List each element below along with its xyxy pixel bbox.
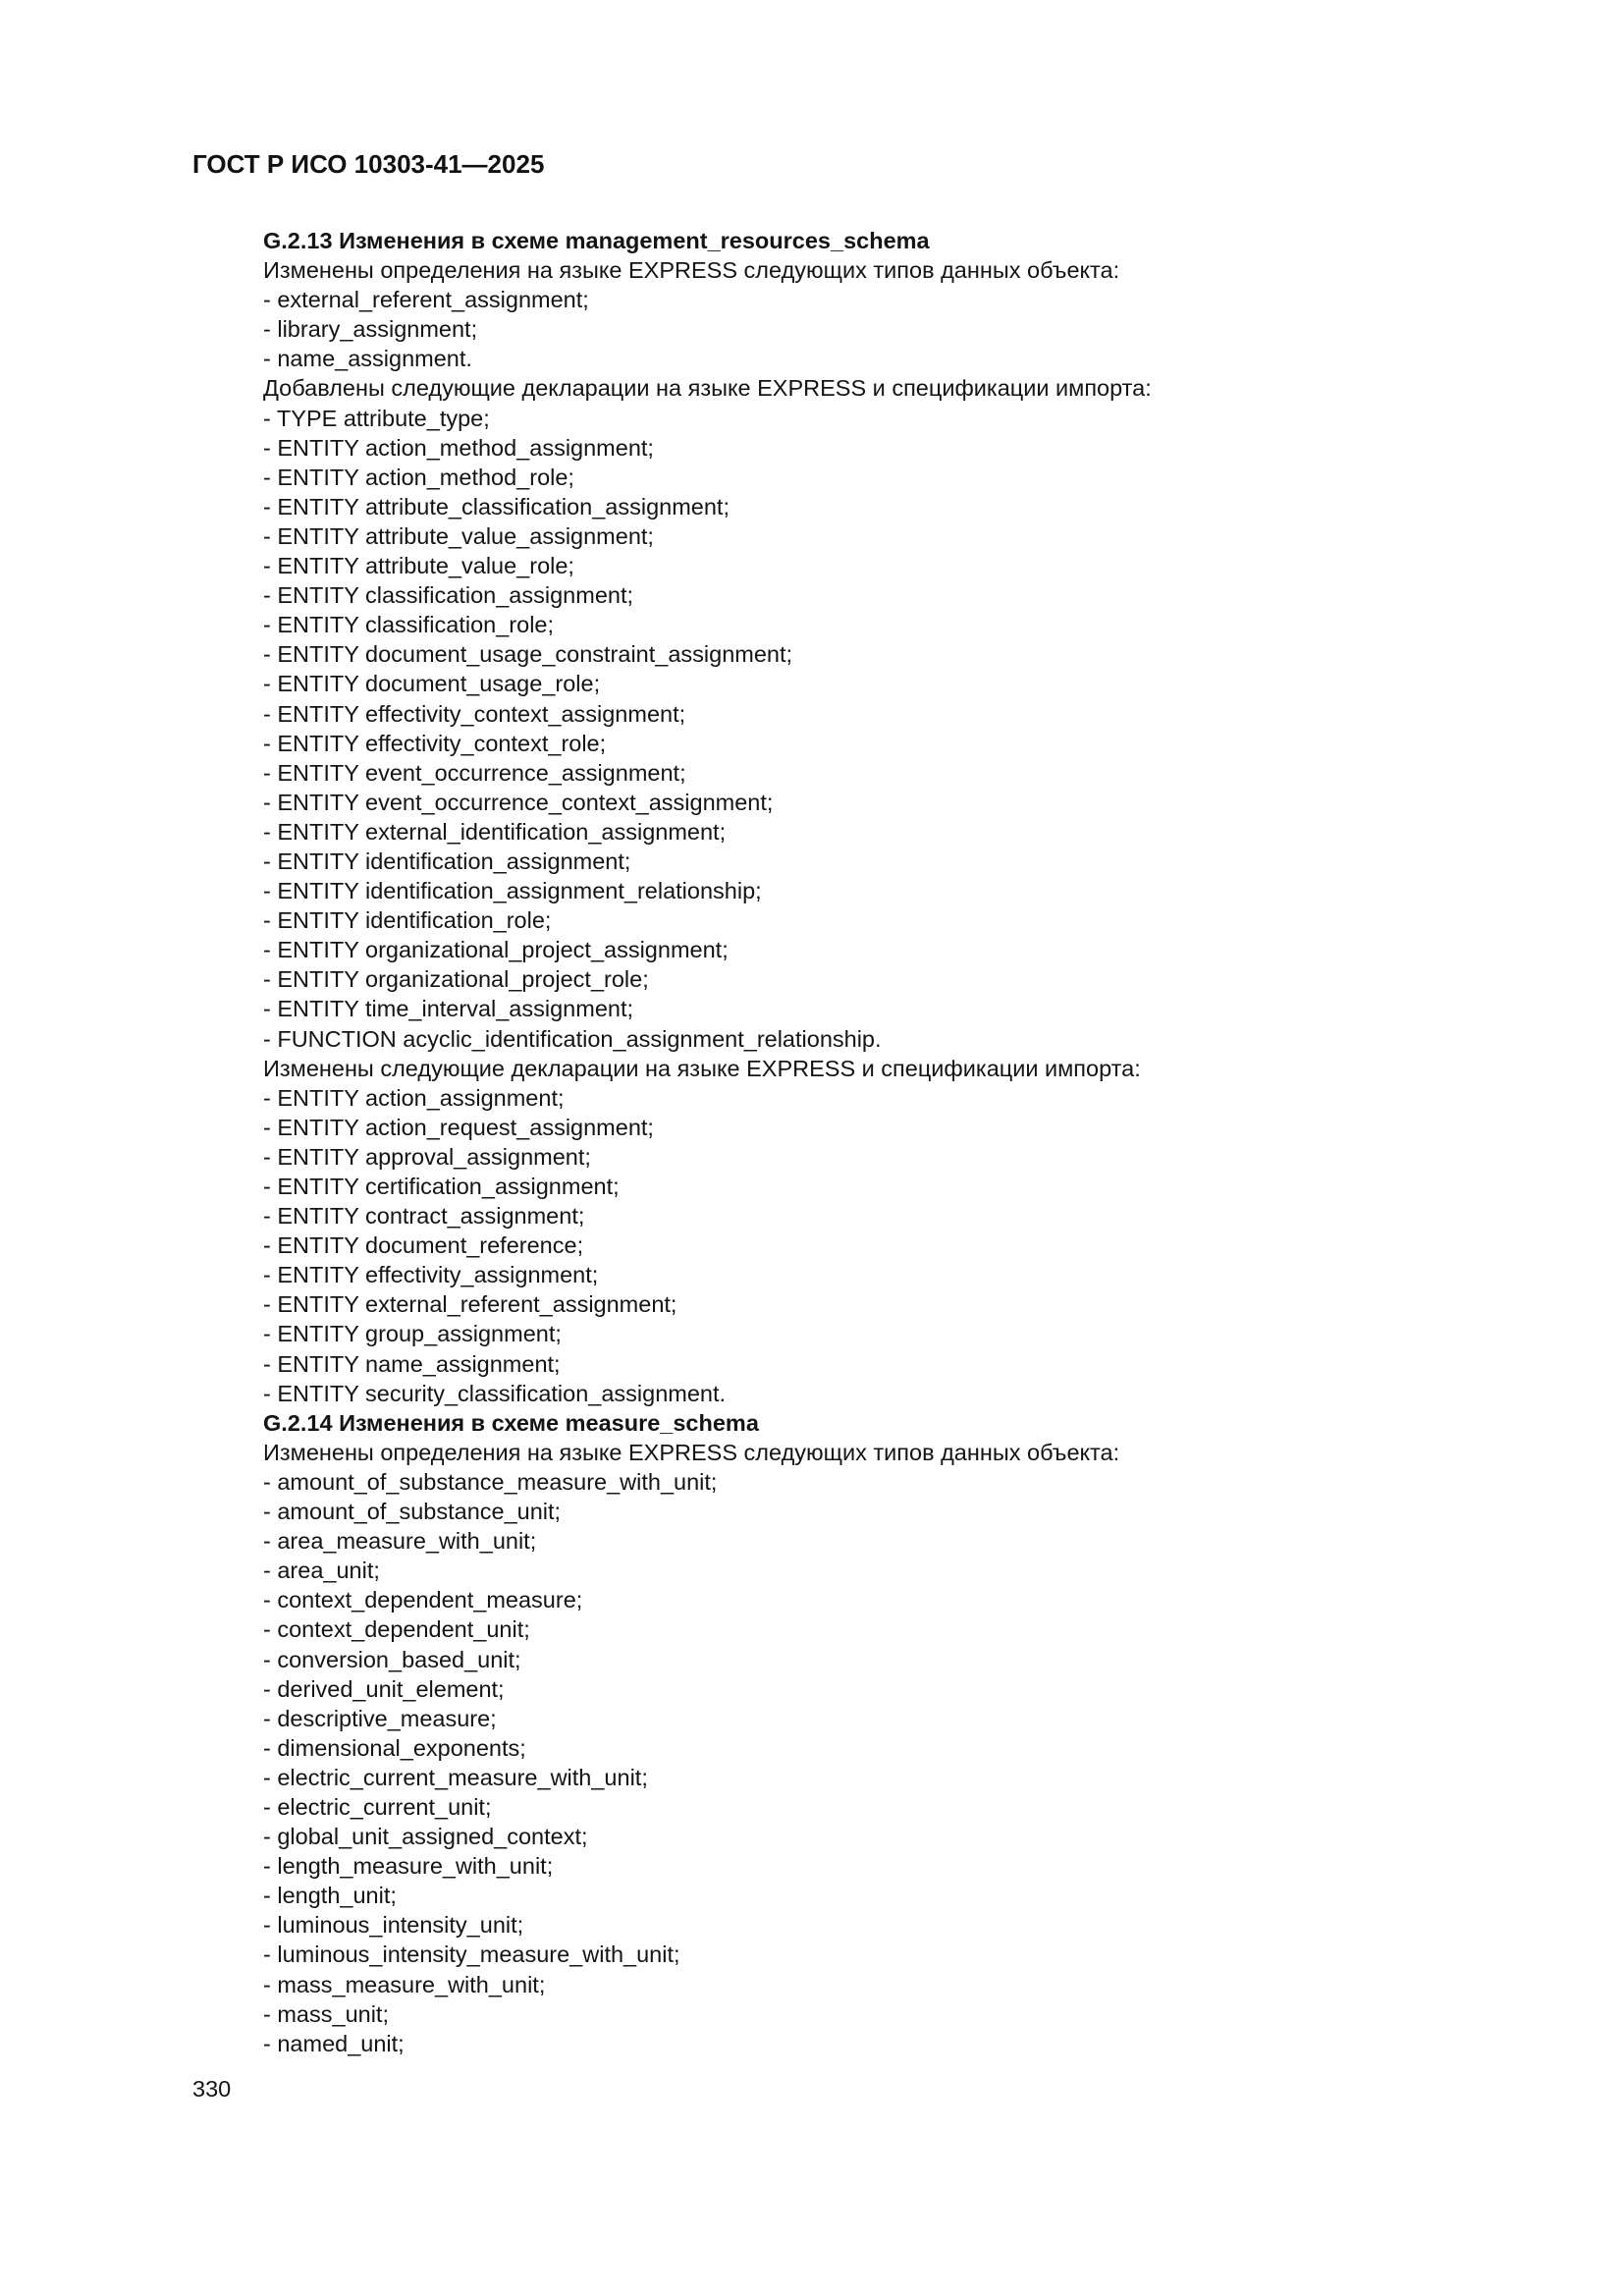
text-line: - ENTITY time_interval_assignment; <box>263 996 634 1022</box>
text-line: - context_dependent_measure; <box>263 1587 583 1613</box>
text-line: - ENTITY contract_assignment; <box>263 1203 585 1230</box>
text-line: - ENTITY attribute_value_assignment; <box>263 522 654 549</box>
document-body <box>263 226 1540 2058</box>
text-line: - area_measure_with_unit; <box>263 1528 537 1555</box>
text-line: - ENTITY effectivity_context_role; <box>263 730 607 756</box>
text-line: - ENTITY action_method_assignment; <box>263 434 654 461</box>
text-line: - conversion_based_unit; <box>263 1646 521 1672</box>
document-header-title: ГОСТ Р ИСО 10303-41—2025 <box>192 149 545 179</box>
text-line: - electric_current_unit; <box>263 1793 492 1820</box>
text-line: - external_referent_assignment; <box>263 287 589 313</box>
text-line: - library_assignment; <box>263 316 478 343</box>
text-line: - global_unit_assigned_context; <box>263 1824 588 1850</box>
text-line: - ENTITY identification_role; <box>263 907 552 934</box>
text-line: - named_unit; <box>263 2030 405 2056</box>
text-line: - ENTITY attribute_value_role; <box>263 553 574 579</box>
text-line: - ENTITY organizational_project_role; <box>263 966 649 993</box>
text-line: - amount_of_substance_unit; <box>263 1499 562 1525</box>
text-line: - ENTITY identification_assignment_relationship; <box>263 878 762 904</box>
text-line: - mass_measure_with_unit; <box>263 1971 546 1997</box>
text-line: - ENTITY effectivity_assignment; <box>263 1262 599 1288</box>
text-line: - ENTITY document_usage_constraint_assignment; <box>263 641 793 668</box>
text-line: - ENTITY approval_assignment; <box>263 1143 591 1170</box>
text-line: - length_unit; <box>263 1883 397 1909</box>
text-line: Добавлены следующие декларации на языке EXPRESS и спецификации импорта: <box>263 375 1152 402</box>
section-heading: G.2.13 Изменения в схеме management_resources_schema <box>263 228 930 253</box>
text-line: - electric_current_measure_with_unit; <box>263 1764 648 1790</box>
text-line: - luminous_intensity_measure_with_unit; <box>263 1941 680 1968</box>
text-line: - mass_unit; <box>263 2000 389 2027</box>
text-line: - length_measure_with_unit; <box>263 1853 554 1880</box>
text-line: - ENTITY effectivity_context_assignment; <box>263 700 686 727</box>
text-line: - ENTITY security_classification_assignment. <box>263 1380 727 1406</box>
section-heading: G.2.14 Изменения в схеме measure_schema <box>263 1409 759 1436</box>
text-line: - ENTITY certification_assignment; <box>263 1174 620 1199</box>
text-line: - ENTITY event_occurrence_assignment; <box>263 759 686 786</box>
text-line: Изменены определения на языке EXPRESS следующих типов данных объекта: <box>263 1439 1120 1465</box>
text-line: - luminous_intensity_unit; <box>263 1912 524 1939</box>
page-number: 330 <box>192 2076 232 2102</box>
text-line: - ENTITY external_referent_assignment; <box>263 1291 677 1318</box>
text-line: - ENTITY name_assignment; <box>263 1350 561 1377</box>
text-line: - ENTITY group_assignment; <box>263 1321 562 1347</box>
text-line: - area_unit; <box>263 1558 380 1584</box>
text-line: - dimensional_exponents; <box>263 1734 526 1761</box>
text-line: - amount_of_substance_measure_with_unit; <box>263 1468 718 1495</box>
text-line: - ENTITY organizational_project_assignment; <box>263 937 729 963</box>
text-line: - ENTITY classification_role; <box>263 612 555 638</box>
text-line: - TYPE attribute_type; <box>263 405 490 431</box>
text-line: - derived_unit_element; <box>263 1675 505 1702</box>
text-line: - ENTITY action_request_assignment; <box>263 1114 654 1140</box>
text-line: - FUNCTION acyclic_identification_assignment_relationship. <box>263 1025 882 1052</box>
text-line: - ENTITY identification_assignment; <box>263 847 631 874</box>
text-line: - name_assignment. <box>263 346 472 372</box>
text-line: - ENTITY document_usage_role; <box>263 671 601 697</box>
text-line: - ENTITY attribute_classification_assignment; <box>263 493 730 519</box>
text-line: - context_dependent_unit; <box>263 1616 530 1643</box>
text-line: - ENTITY document_reference; <box>263 1232 584 1259</box>
text-line: Изменены следующие декларации на языке EXPRESS и спецификации импорта: <box>263 1055 1141 1081</box>
text-line: - ENTITY action_method_role; <box>263 464 574 490</box>
text-line: - ENTITY external_identification_assignment; <box>263 818 727 845</box>
text-line: - ENTITY action_assignment; <box>263 1084 565 1111</box>
text-line: - ENTITY event_occurrence_context_assignment; <box>263 789 774 815</box>
text-line: Изменены определения на языке EXPRESS следующих типов данных объекта: <box>263 257 1120 284</box>
text-line: - ENTITY classification_assignment; <box>263 582 634 609</box>
text-line: - descriptive_measure; <box>263 1705 497 1731</box>
